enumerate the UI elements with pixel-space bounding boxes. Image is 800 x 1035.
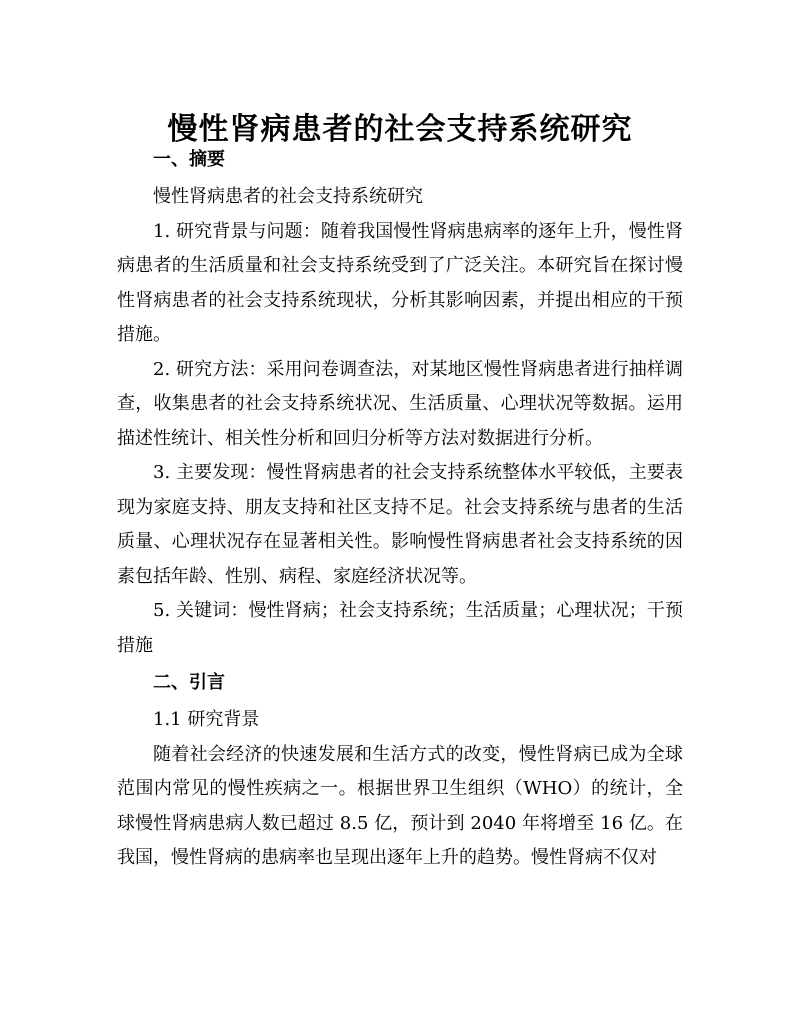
introduction-paragraph: 随着社会经济的快速发展和生活方式的改变，慢性肾病已成为全球范围内常见的慢性疾病之一。根据世界卫生组织（WHO）的统计，全球慢性肾病患病人数已超过 8.5 亿，预计到 2040 年将增至 16 亿。在我国，慢性肾病的患病率也呈现出逐年上升的趋势。慢性肾病不仅对 <box>117 743 683 868</box>
document-title: 慢性肾病患者的社会支持系统研究 <box>167 112 633 148</box>
document-body <box>117 140 683 876</box>
abstract-paragraph: 1. 研究背景与问题：随着我国慢性肾病患病率的逐年上升，慢性肾病患者的生活质量和社会支持系统受到了广泛关注。本研究旨在探讨慢性肾病患者的社会支持系统现状，分析其影响因素，并提出相应的干预措施。 <box>117 220 683 345</box>
abstract-paragraph: 2. 研究方法：采用问卷调查法，对某地区慢性肾病患者进行抽样调查，收集患者的社会支持系统状况、生活质量、心理状况等数据。运用描述性统计、相关性分析和回归分析等方法对数据进行分析。 <box>117 358 683 449</box>
abstract-paragraph: 5. 关键词：慢性肾病；社会支持系统；生活质量；心理状况；干预措施 <box>117 600 683 656</box>
section-heading-abstract: 一、摘要 <box>153 149 225 170</box>
section-heading-introduction: 二、引言 <box>153 672 225 693</box>
abstract-paragraph: 3. 主要发现：慢性肾病患者的社会支持系统整体水平较低，主要表现为家庭支持、朋友支持和社区支持不足。社会支持系统与患者的生活质量、心理状况存在显著相关性。影响慢性肾病患者社会支持系统的因素包括年龄、性别、病程、家庭经济状况等。 <box>117 462 683 587</box>
introduction-subheading: 1.1 研究背景 <box>153 709 260 730</box>
abstract-paragraph: 慢性肾病患者的社会支持系统研究 <box>153 186 423 207</box>
